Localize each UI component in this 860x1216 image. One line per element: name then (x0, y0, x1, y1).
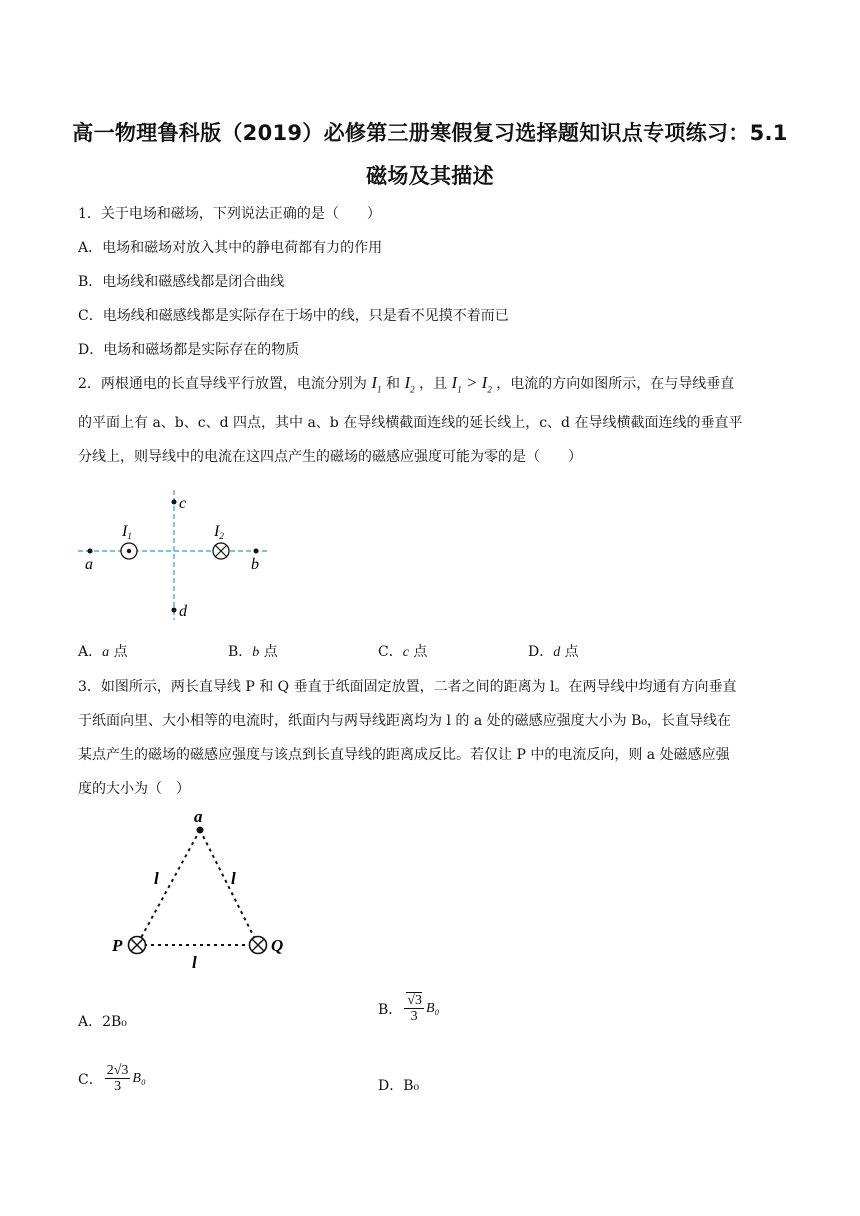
current-i1: $I_1$ (371, 373, 382, 395)
label-c: c (179, 495, 187, 512)
label-l-bottom: l (192, 953, 197, 972)
q1-option-a: A．电场和磁场对放入其中的静电荷都有力的作用 (78, 240, 383, 256)
q1-option-c: C．电场线和磁感线都是实际存在于场中的线，只是看不见摸不着而已 (78, 308, 509, 324)
point-a (197, 827, 204, 834)
q3-option-c: C． $\frac{2√3}{3}$ B₀ (78, 1063, 146, 1095)
q2-text-2: 和 (385, 376, 400, 392)
dotted-line-a-p (137, 830, 200, 945)
q2-option-d: D．d 点 (528, 644, 579, 660)
label-a: a (194, 808, 203, 826)
label-i1: I1 (122, 523, 132, 541)
q2-stem-line2: 的平面上有 a、b、c、d 四点，其中 a、b 在导线横截面连线的延长线上，c、d 在导线横截面连线的垂直平 (78, 415, 743, 431)
q3-stem-line3: 某点产生的磁场的磁感应强度与该点到长直导线的距离成反比。若仅让 P 中的电流反向，则 a 处磁感应强 (78, 747, 730, 763)
label-l-left: l (154, 869, 159, 888)
q3-option-d: D．B₀ (378, 1078, 420, 1094)
q3-stem-line2: 于纸面向里、大小相等的电流时，纸面内与两导线距离均为 l 的 a 处的磁感应强度大小为 B₀，长直导线在 (78, 713, 731, 729)
page-title-line2: 磁场及其描述 (366, 164, 494, 188)
page-title-line1: 高一物理鲁科版（2019）必修第三册寒假复习选择题知识点专项练习：5.1 (72, 121, 788, 145)
q1-stem: 1．关于电场和磁场，下列说法正确的是（ ） (78, 206, 381, 222)
point-a (88, 549, 93, 554)
q2-option-b: B．b 点 (228, 644, 278, 660)
label-p: P (112, 936, 123, 955)
q1-option-d: D．电场和磁场都是实际存在的物质 (78, 342, 300, 358)
label-q: Q (271, 936, 284, 955)
q2-stem-line3: 分线上，则导线中的电流在这四点产生的磁场的磁感应强度可能为零的是（ ） (78, 449, 582, 465)
q3-option-a: A．2B₀ (78, 1014, 127, 1030)
point-b (254, 549, 259, 554)
label-a: a (85, 556, 93, 573)
label-d: d (179, 603, 187, 620)
label-l-right: l (231, 869, 236, 888)
point-d (172, 608, 177, 613)
q3-stem-line4: 度的大小为（ ） (78, 781, 190, 797)
dotted-line-a-q (200, 830, 258, 945)
q1-option-b: B．电场线和磁感线都是闭合曲线 (78, 274, 285, 290)
q2-text-1: 2．两根通电的长直导线平行放置，电流分别为 (78, 376, 367, 392)
q2-text-3: ，且 (419, 376, 448, 392)
current-i2: $I_2$ (404, 373, 415, 395)
q3-figure (100, 808, 300, 973)
q2-option-c: C．c 点 (378, 644, 428, 660)
q2-text-4: ，电流的方向如图所示，在与导线垂直 (496, 376, 735, 392)
q3-stem-line1: 3．如图所示，两长直导线 P 和 Q 垂直于纸面固定放置，二者之间的距离为 l。在两导线中均通有方向垂直 (78, 679, 737, 695)
q2-figure (70, 485, 280, 625)
q3-option-b: B． $\frac{√3}{3}$ B₀ (378, 993, 440, 1025)
q2-option-a: A．a 点 (78, 644, 128, 660)
label-b: b (251, 556, 259, 573)
point-c (172, 500, 177, 505)
q2-stem-line1 (78, 373, 734, 394)
inequality: $I_1 > I_2$ (451, 373, 492, 395)
label-i2: I2 (214, 523, 224, 541)
